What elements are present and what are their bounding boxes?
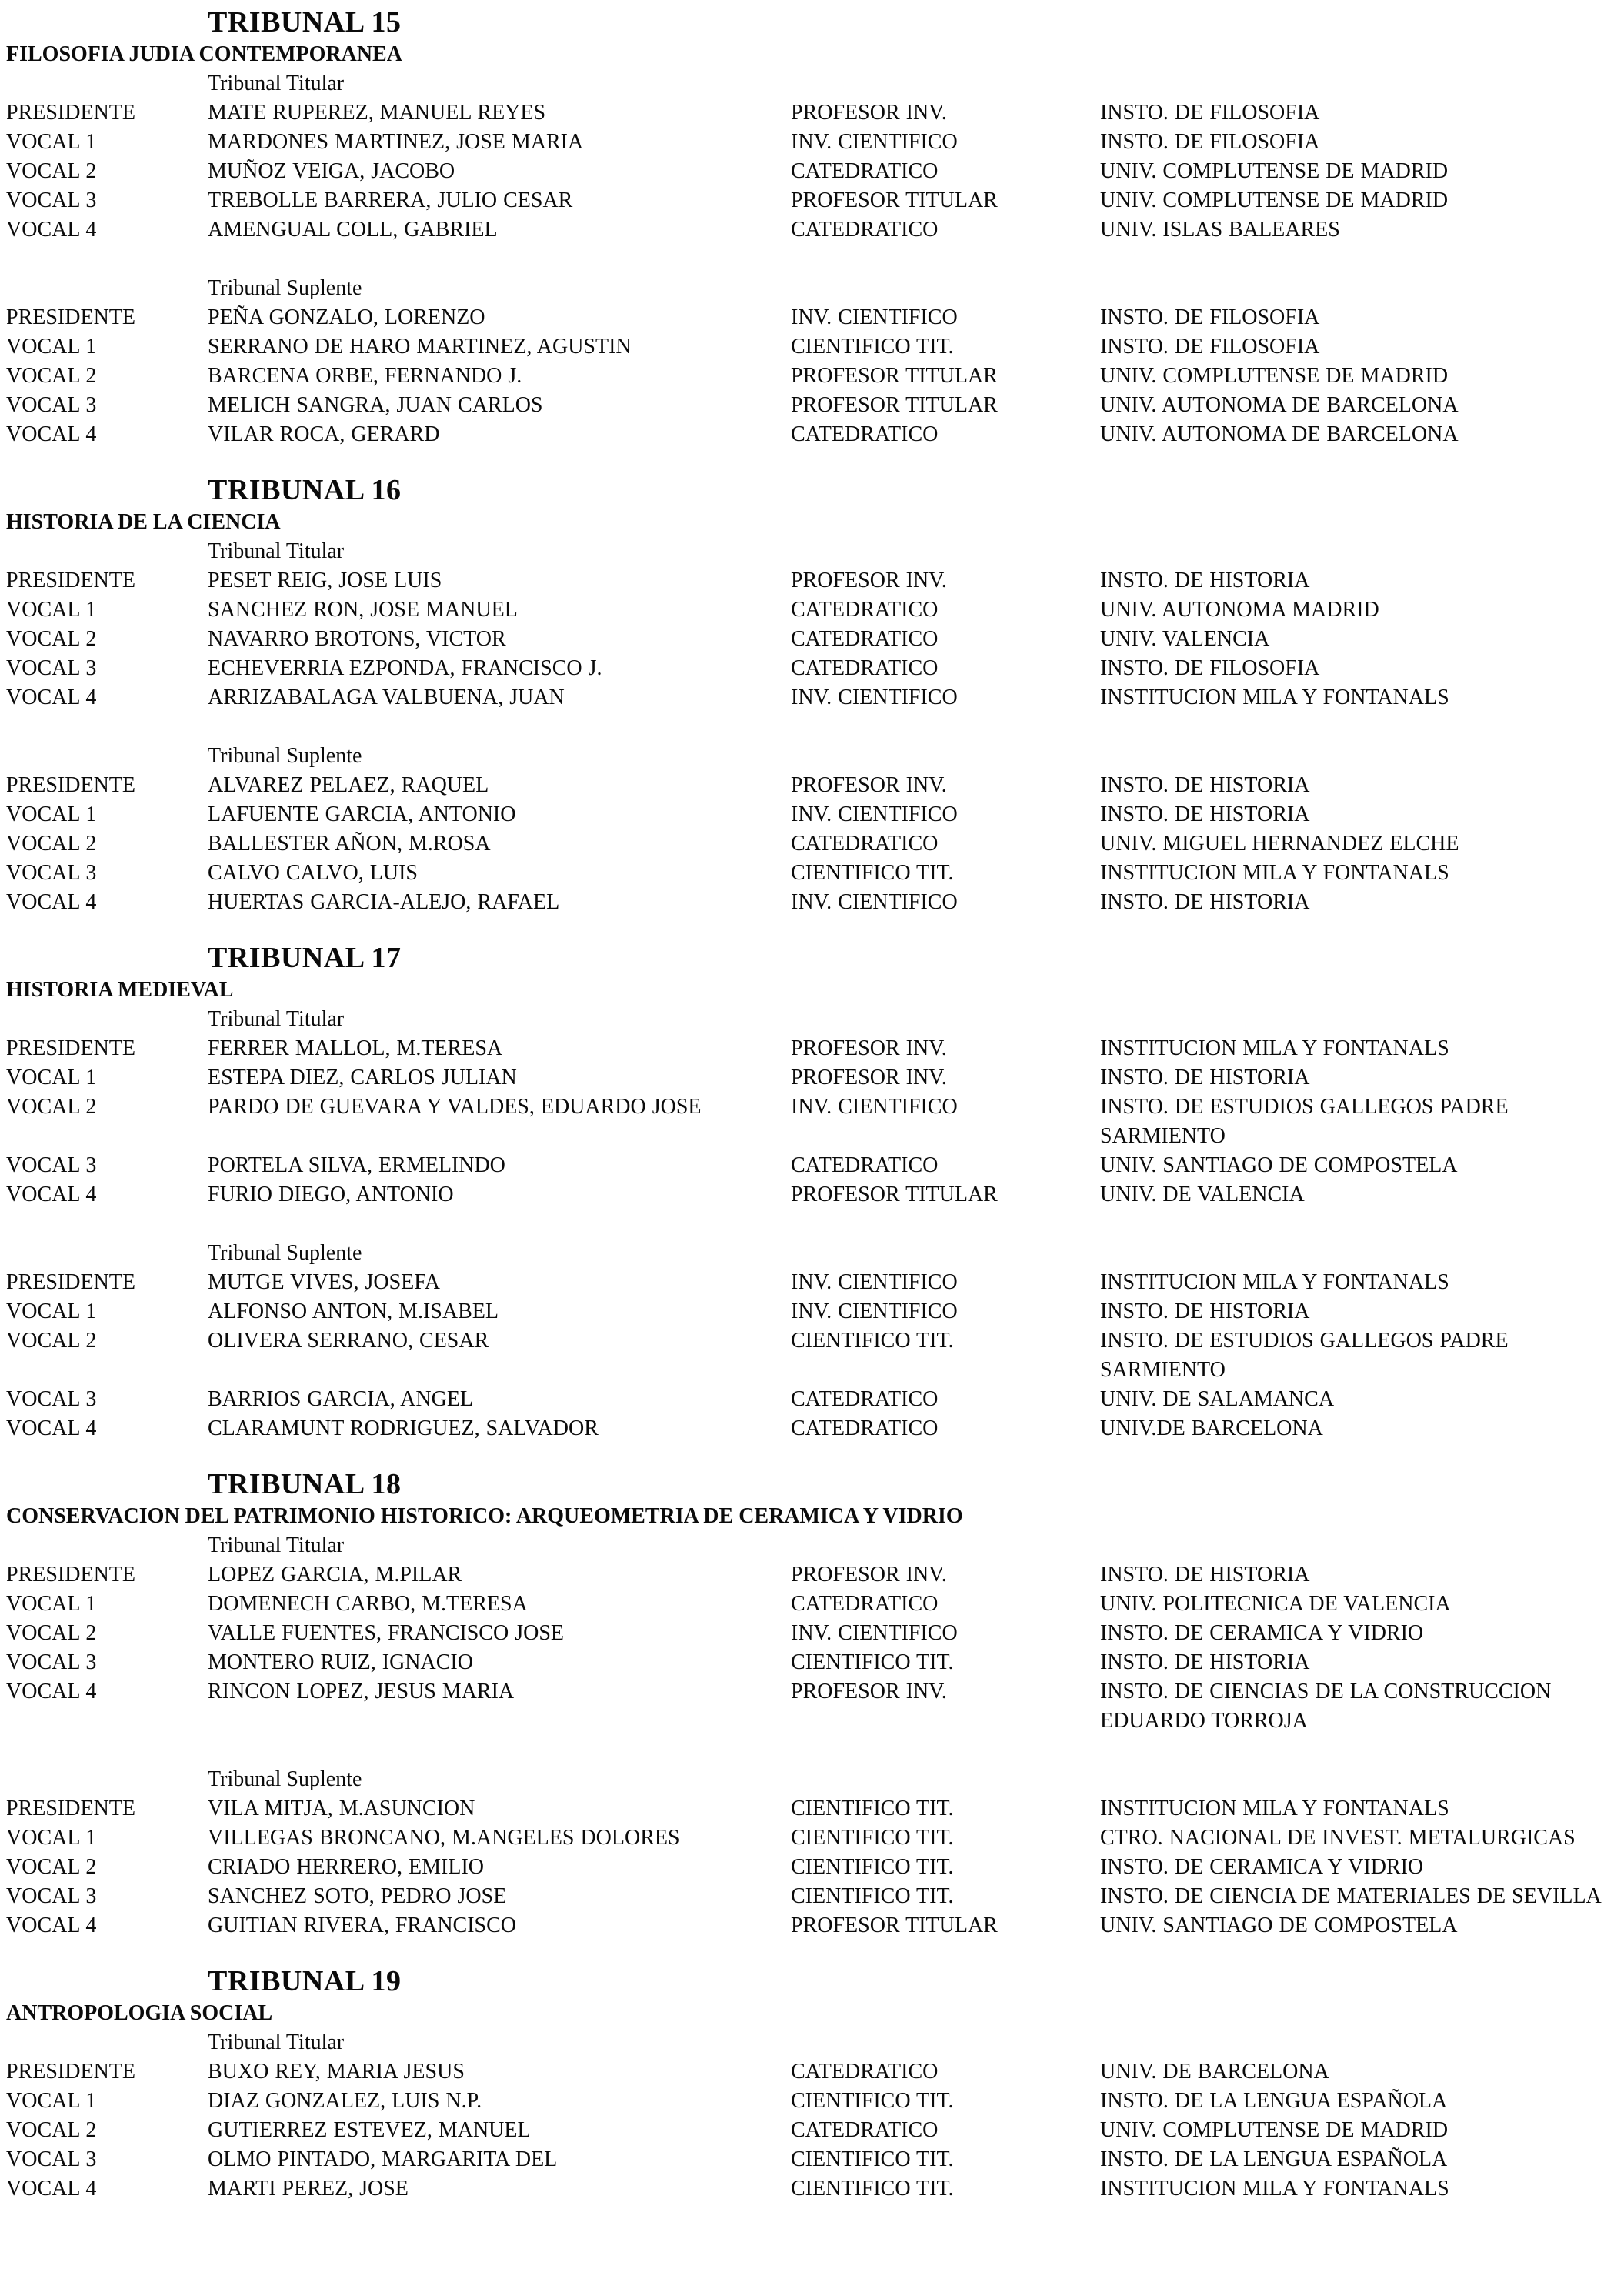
member-institution: UNIV. COMPLUTENSE DE MADRID: [1100, 2118, 1449, 2142]
member-position: INV. CIENTIFICO: [791, 1270, 958, 1294]
member-institution: INSTO. DE FILOSOFIA: [1100, 130, 1320, 154]
panel-label: Tribunal Titular: [208, 1007, 345, 1031]
member-name: PESET REIG, JOSE LUIS: [208, 569, 442, 592]
member-role: VOCAL 1: [6, 1300, 97, 1323]
member-institution: INSTO. DE HISTORIA: [1100, 1066, 1310, 1089]
member-role: PRESIDENTE: [6, 2060, 135, 2084]
member-name: PORTELA SILVA, ERMELINDO: [208, 1153, 505, 1177]
member-row: [6, 303, 1616, 332]
member-position: CATEDRATICO: [791, 2060, 939, 2084]
member-row: [6, 683, 1616, 712]
tribunal-section: [6, 5, 1616, 449]
member-position: CATEDRATICO: [791, 2118, 939, 2142]
member-position: CIENTIFICO TIT.: [791, 335, 954, 359]
member-position: CATEDRATICO: [791, 832, 939, 856]
member-role: PRESIDENTE: [6, 305, 135, 329]
member-row: [6, 420, 1616, 449]
member-position: PROFESOR INV.: [791, 1036, 947, 1060]
member-name: ARRIZABALAGA VALBUENA, JUAN: [208, 686, 565, 709]
panel-members: [6, 566, 1616, 712]
member-institution: INSTITUCION MILA Y FONTANALS: [1100, 861, 1449, 885]
member-institution: INSTO. DE HISTORIA: [1100, 773, 1310, 797]
member-role: VOCAL 2: [6, 1621, 97, 1645]
member-name: ESTEPA DIEZ, CARLOS JULIAN: [208, 1066, 517, 1089]
tribunal-panel: [6, 1531, 1616, 1736]
tribunal-panels: [6, 69, 1616, 449]
member-row: [6, 888, 1616, 917]
panel-members: [6, 771, 1616, 917]
member-role: PRESIDENTE: [6, 1797, 135, 1820]
member-row: [6, 1794, 1616, 1824]
member-institution: INSTO. DE FILOSOFIA: [1100, 305, 1320, 329]
panel-members: [6, 1268, 1616, 1443]
member-position: PROFESOR TITULAR: [791, 364, 998, 388]
member-role: VOCAL 3: [6, 189, 97, 212]
member-institution: UNIV.DE BARCELONA: [1100, 1416, 1323, 1440]
member-name: CALVO CALVO, LUIS: [208, 861, 418, 885]
member-name: MUTGE VIVES, JOSEFA: [208, 1270, 440, 1294]
member-role: VOCAL 3: [6, 1387, 97, 1411]
tribunal-subject: HISTORIA MEDIEVAL: [6, 978, 234, 1002]
panel-label: Tribunal Suplente: [208, 744, 362, 768]
member-position: CATEDRATICO: [791, 598, 939, 622]
panel-members: [6, 1560, 1616, 1736]
member-position: PROFESOR INV.: [791, 1563, 947, 1587]
member-institution: INSTITUCION MILA Y FONTANALS: [1100, 1270, 1449, 1294]
panel-label: Tribunal Titular: [208, 2030, 345, 2054]
member-role: VOCAL 3: [6, 2147, 97, 2171]
tribunal-title: TRIBUNAL 15: [208, 6, 402, 38]
member-position: CIENTIFICO TIT.: [791, 2177, 954, 2201]
tribunal-panels: [6, 2028, 1616, 2204]
member-institution: UNIV. AUTONOMA DE BARCELONA: [1100, 422, 1459, 446]
member-role: VOCAL 4: [6, 422, 97, 446]
member-position: PROFESOR TITULAR: [791, 1183, 998, 1206]
member-row: [6, 654, 1616, 683]
member-position: INV. CIENTIFICO: [791, 1095, 958, 1119]
member-role: VOCAL 1: [6, 335, 97, 359]
member-institution: UNIV. SANTIAGO DE COMPOSTELA: [1100, 1914, 1458, 1937]
member-role: PRESIDENTE: [6, 1563, 135, 1587]
member-institution: INSTO. DE HISTORIA: [1100, 890, 1310, 914]
member-position: CIENTIFICO TIT.: [791, 2089, 954, 2113]
member-name: MELICH SANGRA, JUAN CARLOS: [208, 393, 543, 417]
member-position: PROFESOR TITULAR: [791, 393, 998, 417]
member-row: [6, 566, 1616, 596]
panel-members: [6, 1034, 1616, 1210]
member-institution: INSTO. DE HISTORIA: [1100, 569, 1310, 592]
member-name: GUTIERREZ ESTEVEZ, MANUEL: [208, 2118, 531, 2142]
member-name: MATE RUPEREZ, MANUEL REYES: [208, 101, 546, 125]
member-row: [6, 1911, 1616, 1940]
member-institution: INSTITUCION MILA Y FONTANALS: [1100, 2177, 1449, 2201]
member-row: [6, 800, 1616, 829]
member-role: VOCAL 1: [6, 130, 97, 154]
panel-members: [6, 98, 1616, 245]
tribunal-panel: [6, 537, 1616, 712]
member-row: [6, 1268, 1616, 1297]
tribunal-title: TRIBUNAL 18: [208, 1468, 402, 1500]
member-position: CATEDRATICO: [791, 656, 939, 680]
tribunal-panels: [6, 537, 1616, 917]
member-institution: UNIV. AUTONOMA MADRID: [1100, 598, 1379, 622]
member-role: VOCAL 1: [6, 1066, 97, 1089]
member-row: [6, 1093, 1616, 1151]
panel-members: [6, 2057, 1616, 2204]
tribunal-panel: [6, 1765, 1616, 1940]
member-institution: UNIV. SANTIAGO DE COMPOSTELA: [1100, 1153, 1458, 1177]
member-position: INV. CIENTIFICO: [791, 130, 958, 154]
member-row: [6, 1648, 1616, 1677]
member-row: [6, 2087, 1616, 2116]
member-row: [6, 1882, 1616, 1911]
member-institution: INSTO. DE LA LENGUA ESPAÑOLA: [1100, 2089, 1448, 2113]
member-role: VOCAL 4: [6, 890, 97, 914]
member-position: CIENTIFICO TIT.: [791, 1884, 954, 1908]
member-row: [6, 1414, 1616, 1443]
member-institution: INSTO. DE HISTORIA: [1100, 1650, 1310, 1674]
member-name: RINCON LOPEZ, JESUS MARIA: [208, 1680, 515, 1703]
member-name: CLARAMUNT RODRIGUEZ, SALVADOR: [208, 1416, 599, 1440]
member-institution: INSTO. DE HISTORIA: [1100, 1300, 1310, 1323]
member-name: PEÑA GONZALO, LORENZO: [208, 305, 485, 329]
member-row: [6, 2174, 1616, 2204]
member-row: [6, 1385, 1616, 1414]
tribunal-panel: [6, 1005, 1616, 1210]
member-position: CATEDRATICO: [791, 1153, 939, 1177]
member-role: PRESIDENTE: [6, 773, 135, 797]
member-row: [6, 157, 1616, 186]
panel-label: Tribunal Suplente: [208, 1241, 362, 1265]
member-position: INV. CIENTIFICO: [791, 305, 958, 329]
member-institution: UNIV. COMPLUTENSE DE MADRID: [1100, 189, 1449, 212]
member-position: CIENTIFICO TIT.: [791, 1855, 954, 1879]
panel-label: Tribunal Titular: [208, 539, 345, 563]
tribunal-subject: HISTORIA DE LA CIENCIA: [6, 510, 281, 534]
member-name: BUXO REY, MARIA JESUS: [208, 2060, 465, 2084]
panel-label: Tribunal Titular: [208, 1533, 345, 1557]
member-position: PROFESOR TITULAR: [791, 189, 998, 212]
member-role: VOCAL 4: [6, 2177, 97, 2201]
tribunal-subject: ANTROPOLOGIA SOCIAL: [6, 2001, 273, 2025]
member-row: [6, 1824, 1616, 1853]
member-institution: INSTO. DE CIENCIA DE MATERIALES DE SEVILLA: [1100, 1884, 1602, 1908]
member-role: PRESIDENTE: [6, 101, 135, 125]
member-institution: UNIV. DE BARCELONA: [1100, 2060, 1329, 2084]
tribunal-subject: CONSERVACION DEL PATRIMONIO HISTORICO: ARQUEOMETRIA DE CERAMICA Y VIDRIO: [6, 1504, 963, 1528]
member-institution: UNIV. ISLAS BALEARES: [1100, 218, 1340, 242]
tribunal-panel: [6, 2028, 1616, 2204]
member-name: LAFUENTE GARCIA, ANTONIO: [208, 802, 516, 826]
tribunal-panel: [6, 742, 1616, 917]
member-role: VOCAL 3: [6, 1153, 97, 1177]
member-role: PRESIDENTE: [6, 569, 135, 592]
member-name: OLMO PINTADO, MARGARITA DEL: [208, 2147, 558, 2171]
panel-members: [6, 303, 1616, 449]
member-name: HUERTAS GARCIA-ALEJO, RAFAEL: [208, 890, 560, 914]
member-institution: UNIV. MIGUEL HERNANDEZ ELCHE: [1100, 832, 1459, 856]
member-institution: CTRO. NACIONAL DE INVEST. METALURGICAS: [1100, 1826, 1576, 1850]
member-role: VOCAL 3: [6, 656, 97, 680]
panel-label: Tribunal Suplente: [208, 1767, 362, 1791]
member-institution: INSTITUCION MILA Y FONTANALS: [1100, 686, 1449, 709]
member-role: VOCAL 2: [6, 2118, 97, 2142]
member-name: GUITIAN RIVERA, FRANCISCO: [208, 1914, 517, 1937]
member-name: VILA MITJA, M.ASUNCION: [208, 1797, 475, 1820]
tribunal-title: TRIBUNAL 19: [208, 1965, 402, 1997]
member-row: [6, 1180, 1616, 1210]
member-row: [6, 128, 1616, 157]
member-name: VILLEGAS BRONCANO, M.ANGELES DOLORES: [208, 1826, 680, 1850]
member-role: VOCAL 4: [6, 1680, 97, 1703]
member-position: PROFESOR INV.: [791, 101, 947, 125]
member-position: INV. CIENTIFICO: [791, 802, 958, 826]
member-institution: UNIV. DE VALENCIA: [1100, 1183, 1305, 1206]
member-institution: INSTO. DE HISTORIA: [1100, 802, 1310, 826]
member-row: [6, 1853, 1616, 1882]
tribunal-section: [6, 1964, 1616, 2204]
panel-label: Tribunal Suplente: [208, 276, 362, 300]
member-name: ALFONSO ANTON, M.ISABEL: [208, 1300, 499, 1323]
member-role: PRESIDENTE: [6, 1270, 135, 1294]
member-role: VOCAL 4: [6, 218, 97, 242]
tribunal-section: [6, 472, 1616, 917]
member-name: BARRIOS GARCIA, ANGEL: [208, 1387, 474, 1411]
member-row: [6, 1297, 1616, 1326]
member-name: BALLESTER AÑON, M.ROSA: [208, 832, 491, 856]
member-role: VOCAL 4: [6, 1416, 97, 1440]
member-name: DOMENECH CARBO, M.TERESA: [208, 1592, 528, 1616]
member-role: VOCAL 1: [6, 598, 97, 622]
member-name: NAVARRO BROTONS, VICTOR: [208, 627, 506, 651]
member-institution: INSTO. DE FILOSOFIA: [1100, 335, 1320, 359]
member-name: OLIVERA SERRANO, CESAR: [208, 1329, 489, 1353]
member-row: [6, 1326, 1616, 1385]
member-role: VOCAL 3: [6, 393, 97, 417]
member-institution: UNIV. COMPLUTENSE DE MADRID: [1100, 159, 1449, 183]
member-name: BARCENA ORBE, FERNANDO J.: [208, 364, 522, 388]
member-position: CIENTIFICO TIT.: [791, 2147, 954, 2171]
tribunal-panel: [6, 274, 1616, 449]
member-role: VOCAL 3: [6, 861, 97, 885]
member-institution: UNIV. DE SALAMANCA: [1100, 1387, 1335, 1411]
member-row: [6, 771, 1616, 800]
member-institution: UNIV. POLITECNICA DE VALENCIA: [1100, 1592, 1451, 1616]
member-position: INV. CIENTIFICO: [791, 1621, 958, 1645]
member-position: CATEDRATICO: [791, 627, 939, 651]
member-row: [6, 1590, 1616, 1619]
member-role: VOCAL 3: [6, 1884, 97, 1908]
member-row: [6, 1151, 1616, 1180]
member-position: PROFESOR INV.: [791, 1066, 947, 1089]
member-role: VOCAL 2: [6, 364, 97, 388]
member-name: SERRANO DE HARO MARTINEZ, AGUSTIN: [208, 335, 632, 359]
member-institution: UNIV. VALENCIA: [1100, 627, 1270, 651]
member-position: PROFESOR INV.: [791, 1680, 947, 1703]
member-role: VOCAL 4: [6, 1183, 97, 1206]
member-name: CRIADO HERRERO, EMILIO: [208, 1855, 484, 1879]
member-role: VOCAL 1: [6, 802, 97, 826]
member-role: VOCAL 2: [6, 627, 97, 651]
member-institution: UNIV. AUTONOMA DE BARCELONA: [1100, 393, 1459, 417]
member-row: [6, 2145, 1616, 2174]
member-row: [6, 2057, 1616, 2087]
member-position: CATEDRATICO: [791, 159, 939, 183]
member-position: INV. CIENTIFICO: [791, 686, 958, 709]
member-institution: INSTITUCION MILA Y FONTANALS: [1100, 1036, 1449, 1060]
member-row: [6, 2116, 1616, 2145]
member-institution: INSTO. DE ESTUDIOS GALLEGOS PADRE SARMIENTO: [1100, 1095, 1509, 1148]
member-row: [6, 829, 1616, 859]
member-position: CATEDRATICO: [791, 1592, 939, 1616]
member-row: [6, 596, 1616, 625]
member-institution: INSTO. DE CIENCIAS DE LA CONSTRUCCION EDUARDO TORROJA: [1100, 1680, 1552, 1733]
member-role: VOCAL 2: [6, 832, 97, 856]
member-row: [6, 1034, 1616, 1063]
member-institution: INSTO. DE ESTUDIOS GALLEGOS PADRE SARMIENTO: [1100, 1329, 1509, 1382]
member-row: [6, 1619, 1616, 1648]
member-role: VOCAL 1: [6, 2089, 97, 2113]
member-name: FURIO DIEGO, ANTONIO: [208, 1183, 454, 1206]
member-position: INV. CIENTIFICO: [791, 1300, 958, 1323]
tribunal-section: [6, 1467, 1616, 1940]
member-row: [6, 215, 1616, 245]
tribunal-title: TRIBUNAL 16: [208, 474, 402, 506]
member-row: [6, 625, 1616, 654]
tribunal-panels: [6, 1531, 1616, 1940]
member-role: VOCAL 2: [6, 1095, 97, 1119]
tribunal-subject: FILOSOFIA JUDIA CONTEMPORANEA: [6, 42, 402, 66]
tribunal-panel: [6, 1239, 1616, 1443]
tribunal-panel: [6, 69, 1616, 245]
member-row: [6, 391, 1616, 420]
member-row: [6, 362, 1616, 391]
member-institution: INSTO. DE FILOSOFIA: [1100, 656, 1320, 680]
member-institution: INSTO. DE HISTORIA: [1100, 1563, 1310, 1587]
member-row: [6, 186, 1616, 215]
member-name: SANCHEZ RON, JOSE MANUEL: [208, 598, 518, 622]
member-row: [6, 1063, 1616, 1093]
member-position: CIENTIFICO TIT.: [791, 1650, 954, 1674]
member-name: SANCHEZ SOTO, PEDRO JOSE: [208, 1884, 507, 1908]
member-position: CATEDRATICO: [791, 218, 939, 242]
panel-members: [6, 1794, 1616, 1940]
member-role: VOCAL 4: [6, 686, 97, 709]
tribunal-panels: [6, 1005, 1616, 1443]
member-institution: INSTO. DE LA LENGUA ESPAÑOLA: [1100, 2147, 1448, 2171]
member-role: PRESIDENTE: [6, 1036, 135, 1060]
member-institution: INSTO. DE CERAMICA Y VIDRIO: [1100, 1855, 1424, 1879]
member-institution: INSTO. DE CERAMICA Y VIDRIO: [1100, 1621, 1424, 1645]
member-position: CATEDRATICO: [791, 422, 939, 446]
member-name: ECHEVERRIA EZPONDA, FRANCISCO J.: [208, 656, 602, 680]
member-position: PROFESOR INV.: [791, 773, 947, 797]
member-name: VALLE FUENTES, FRANCISCO JOSE: [208, 1621, 564, 1645]
member-role: VOCAL 1: [6, 1826, 97, 1850]
member-institution: INSTITUCION MILA Y FONTANALS: [1100, 1797, 1449, 1820]
tribunal-section: [6, 940, 1616, 1443]
member-role: VOCAL 2: [6, 1329, 97, 1353]
panel-label: Tribunal Titular: [208, 72, 345, 95]
member-position: CATEDRATICO: [791, 1416, 939, 1440]
member-role: VOCAL 4: [6, 1914, 97, 1937]
member-position: CATEDRATICO: [791, 1387, 939, 1411]
member-name: VILAR ROCA, GERARD: [208, 422, 440, 446]
member-name: PARDO DE GUEVARA Y VALDES, EDUARDO JOSE: [208, 1095, 702, 1119]
member-role: VOCAL 3: [6, 1650, 97, 1674]
member-name: TREBOLLE BARRERA, JULIO CESAR: [208, 189, 573, 212]
member-name: MARDONES MARTINEZ, JOSE MARIA: [208, 130, 584, 154]
member-name: AMENGUAL COLL, GABRIEL: [208, 218, 498, 242]
tribunal-title: TRIBUNAL 17: [208, 942, 402, 974]
member-row: [6, 1677, 1616, 1736]
member-position: CIENTIFICO TIT.: [791, 861, 954, 885]
member-name: FERRER MALLOL, M.TERESA: [208, 1036, 503, 1060]
member-position: CIENTIFICO TIT.: [791, 1329, 954, 1353]
member-name: MARTI PEREZ, JOSE: [208, 2177, 409, 2201]
member-row: [6, 1560, 1616, 1590]
member-name: LOPEZ GARCIA, M.PILAR: [208, 1563, 462, 1587]
member-position: INV. CIENTIFICO: [791, 890, 958, 914]
member-position: PROFESOR TITULAR: [791, 1914, 998, 1937]
member-institution: UNIV. COMPLUTENSE DE MADRID: [1100, 364, 1449, 388]
member-position: CIENTIFICO TIT.: [791, 1826, 954, 1850]
member-role: VOCAL 1: [6, 1592, 97, 1616]
member-name: DIAZ GONZALEZ, LUIS N.P.: [208, 2089, 482, 2113]
member-position: CIENTIFICO TIT.: [791, 1797, 954, 1820]
member-row: [6, 98, 1616, 128]
member-row: [6, 332, 1616, 362]
member-institution: INSTO. DE FILOSOFIA: [1100, 101, 1320, 125]
member-role: VOCAL 2: [6, 159, 97, 183]
member-position: PROFESOR INV.: [791, 569, 947, 592]
member-role: VOCAL 2: [6, 1855, 97, 1879]
member-name: MONTERO RUIZ, IGNACIO: [208, 1650, 473, 1674]
member-row: [6, 859, 1616, 888]
member-name: MUÑOZ VEIGA, JACOBO: [208, 159, 455, 183]
member-name: ALVAREZ PELAEZ, RAQUEL: [208, 773, 489, 797]
